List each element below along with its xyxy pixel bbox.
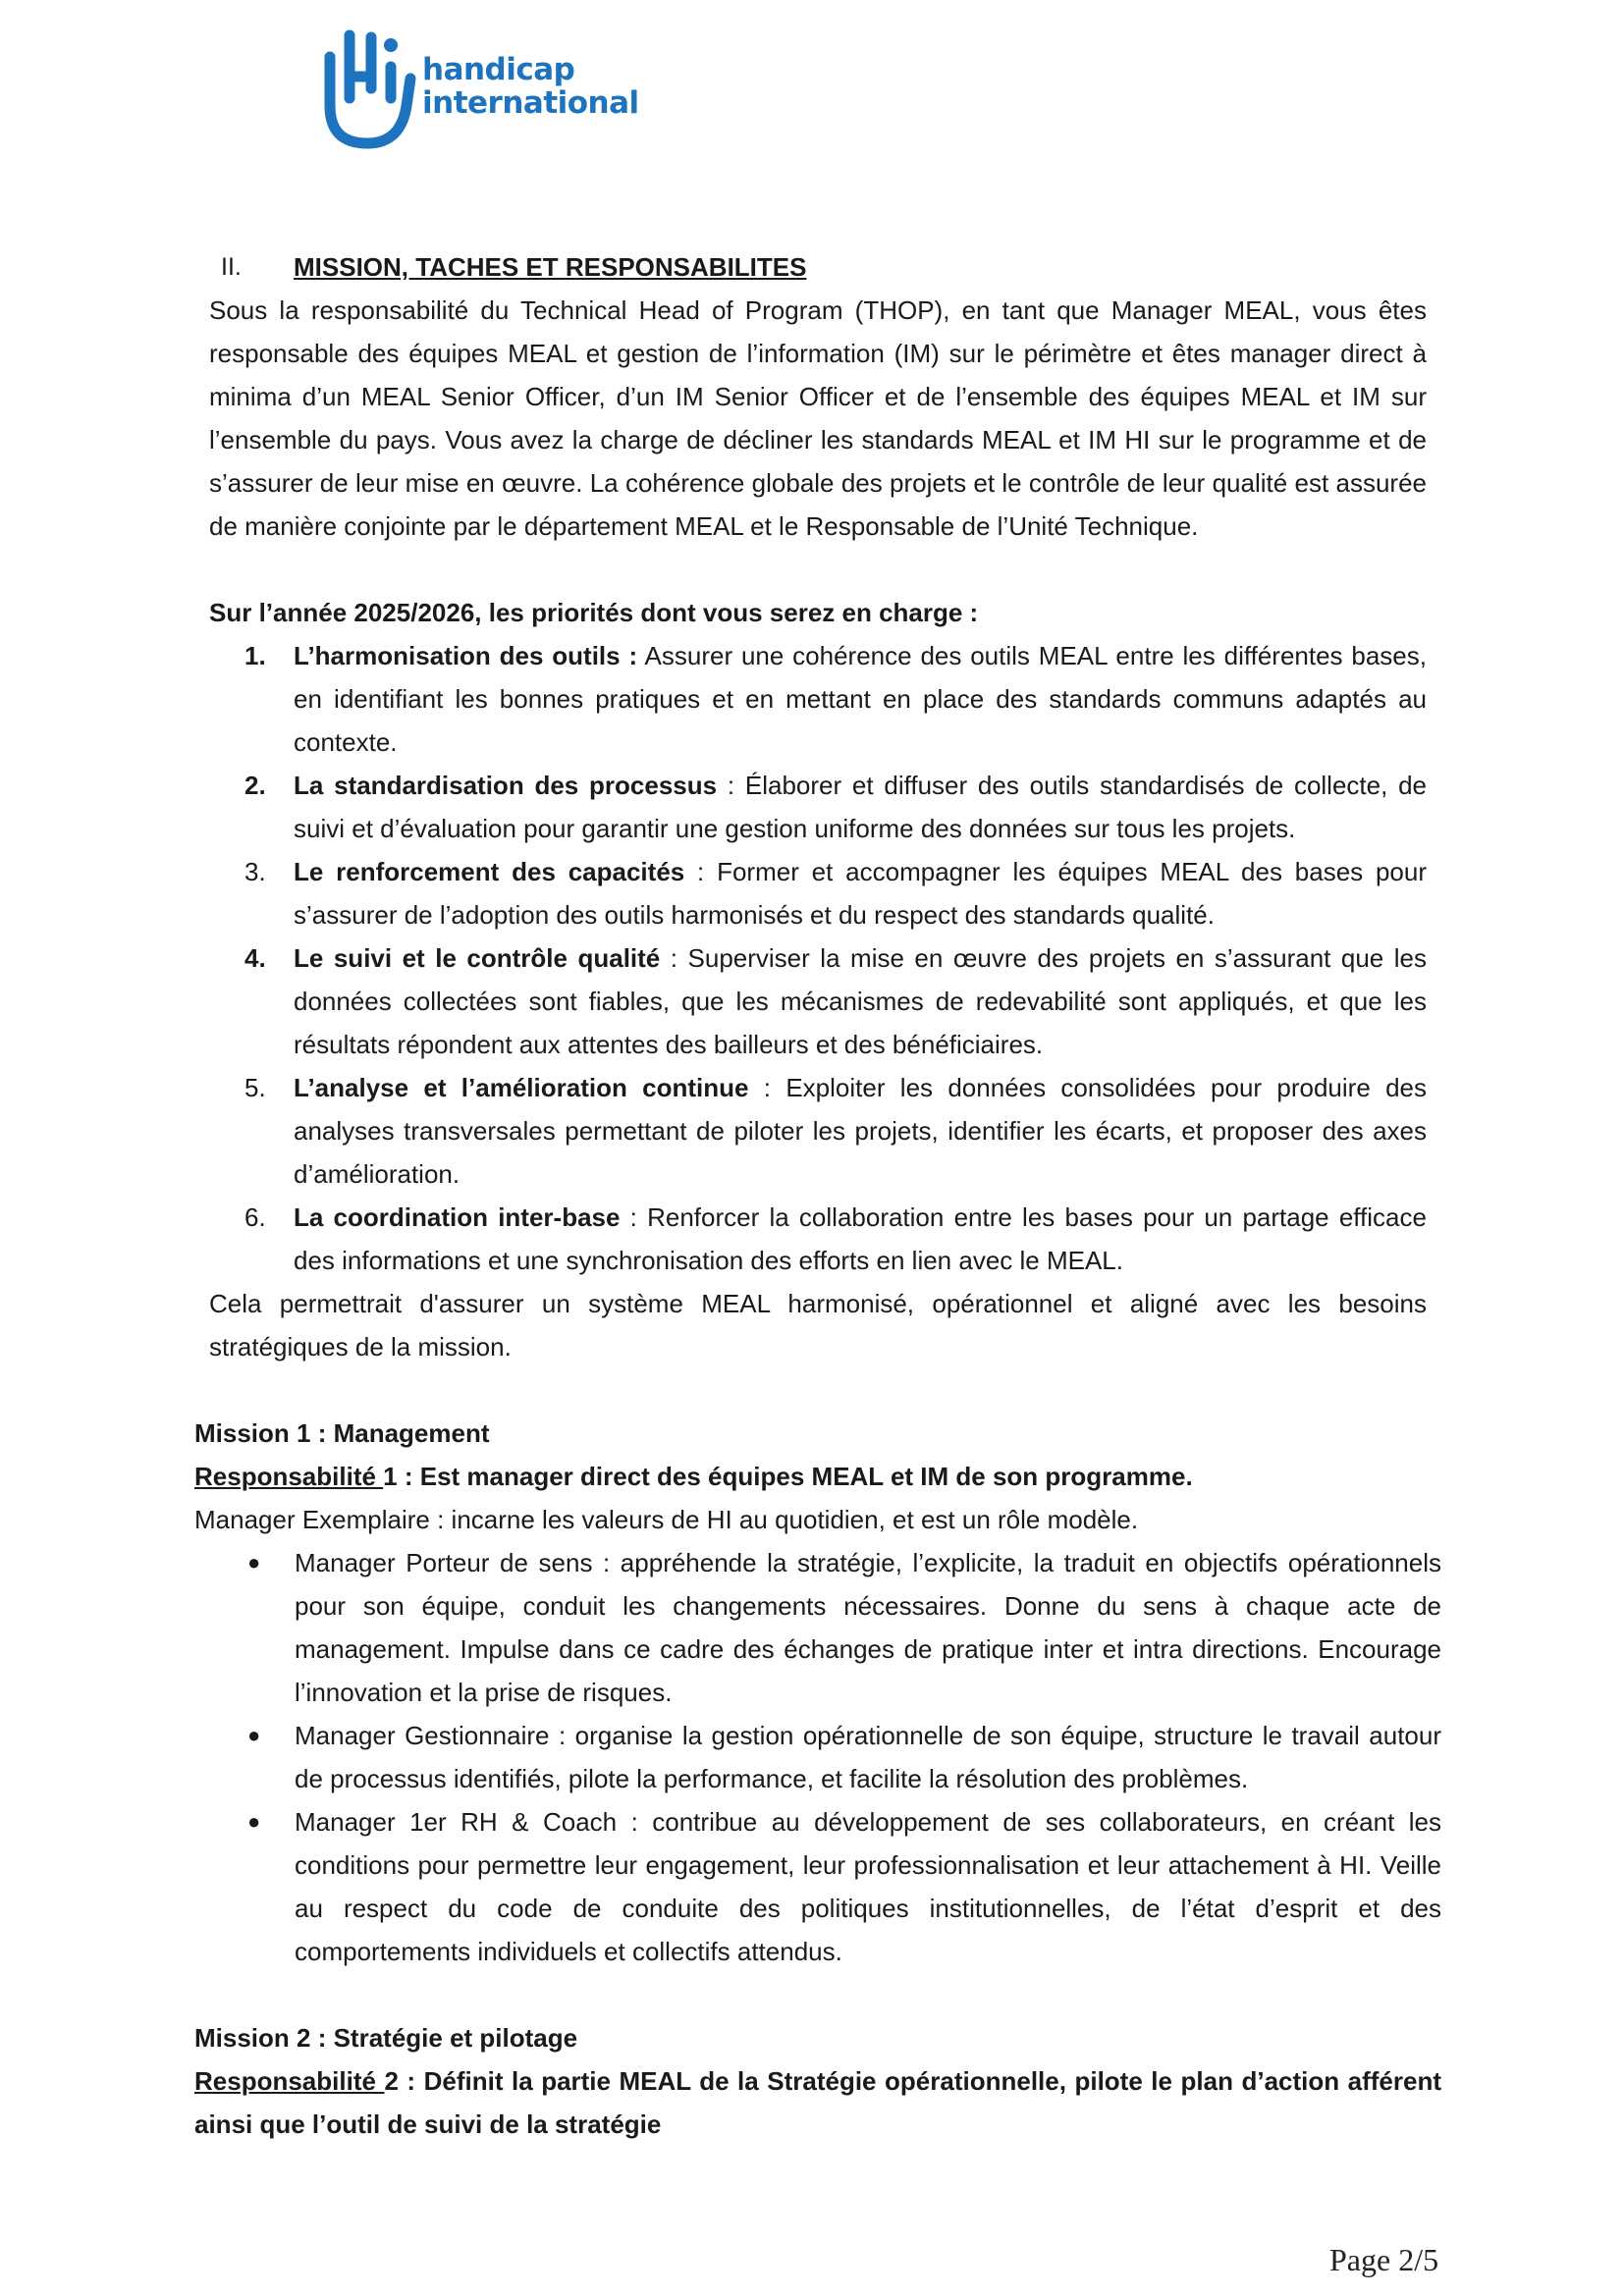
list-item: ● Manager Porteur de sens : appréhende la stratégie, l’explicite, la traduit en objectifs opérationnels pour son équipe, conduit les changements nécessaires. Donne du sens à chaque acte de management. Impulse dans ce cadre des échanges de pratique inter et intra directions. Encourage l’innovation et la prise de risques. [247, 1548, 1441, 1707]
section-title: MISSION, TACHES ET RESPONSABILITES [294, 252, 807, 282]
mission-1-intro: Manager Exemplaire : incarne les valeurs de HI au quotidien, et est un rôle modèle. [194, 1505, 1139, 1534]
logo-line-1: handicap [422, 52, 575, 87]
hand-logo-icon [320, 27, 418, 155]
mission-1-responsibility: Responsabilité 1 : Est manager direct des équipes MEAL et IM de son programme. [194, 1462, 1193, 1491]
priorities-list [209, 634, 1427, 1282]
mission-2-heading: Mission 2 : Stratégie et pilotage [194, 2023, 578, 2053]
priorities-heading: Sur l’année 2025/2026, les priorités dont vous serez en charge : [209, 598, 979, 627]
priority-item: 6. La coordination inter-base : Renforcer la collaboration entre les bases pour un partage efficace des informations et une synchronisation des efforts en lien avec le MEAL. [244, 1202, 1427, 1275]
page-number: Page 2/5 [1329, 2242, 1439, 2277]
priority-item: 3. Le renforcement des capacités : Former et accompagner les équipes MEAL des bases pour s’assurer de l’adoption des outils harmonisés et du respect des standards qualité. [244, 857, 1427, 930]
mission-1-bullets [194, 1541, 1441, 1973]
priorities-conclusion: Cela permettrait d'assurer un système MEAL harmonisé, opérationnel et aligné avec les besoins stratégiques de la mission. [209, 1289, 1427, 1362]
priority-item: 4. Le suivi et le contrôle qualité : Superviser la mise en œuvre des projets en s’assurant que les données collectées sont fiables, que les mécanismes de redevabilité sont appliqués, et que les résultats répondent aux attentes des bailleurs et des bénéficiaires. [244, 943, 1427, 1059]
handicap-international-logo [320, 27, 654, 155]
mission-2-responsibility: Responsabilité 2 : Définit la partie MEAL de la Stratégie opérationnelle, pilote le plan d’action afférent ainsi que l’outil de suivi de la stratégie [194, 2066, 1442, 2139]
logo-line-2: international [422, 85, 639, 121]
list-item: ● Manager 1er RH & Coach : contribue au développement de ses collaborateurs, en créant les conditions pour permettre leur engagement, leur professionnalisation et leur attachement à HI. Veille au respect du code de conduite des politiques institutionnelles, de l’état d’esprit et des comportements individuels et collectifs attendus. [247, 1807, 1441, 1966]
priority-item: 2. La standardisation des processus : Élaborer et diffuser des outils standardisés de collecte, de suivi et d’évaluation pour garantir une gestion uniforme des données sur tous les projets. [244, 771, 1428, 843]
section-number: II. [221, 253, 242, 281]
priority-item: 1. L’harmonisation des outils : Assurer une cohérence des outils MEAL entre les différentes bases, en identifiant les bonnes pratiques et en mettant en place des standards communs adaptés au contexte. [244, 641, 1427, 757]
document-body [194, 245, 1441, 2146]
section-intro: Sous la responsabilité du Technical Head of Program (THOP), en tant que Manager MEAL, vous êtes responsable des équipes MEAL et gestion de l’information (IM) sur le périmètre et êtes manager direct à minima d’un MEAL Senior Officer, d’un IM Senior Officer et de l’ensemble des équipes MEAL et IM sur l’ensemble du pays. Vous avez la charge de décliner les standards MEAL et IM HI sur le programme et de s’assurer de leur mise en œuvre. La cohérence globale des projets et le contrôle de leur qualité est assurée de manière conjointe par le département MEAL et le Responsable de l’Unité Technique. [209, 295, 1427, 541]
mission-1-heading: Mission 1 : Management [194, 1418, 490, 1448]
logo-wordmark [422, 53, 639, 120]
list-item: ● Manager Gestionnaire : organise la gestion opérationnelle de son équipe, structure le travail autour de processus identifiés, pilote la performance, et facilite la résolution des problèmes. [247, 1721, 1441, 1793]
section-heading [209, 245, 1441, 289]
priority-item: 5. L’analyse et l’amélioration continue : Exploiter les données consolidées pour produire des analyses transversales permettant de piloter les projets, identifier les écarts, et proposer des axes d’amélioration. [244, 1073, 1428, 1189]
